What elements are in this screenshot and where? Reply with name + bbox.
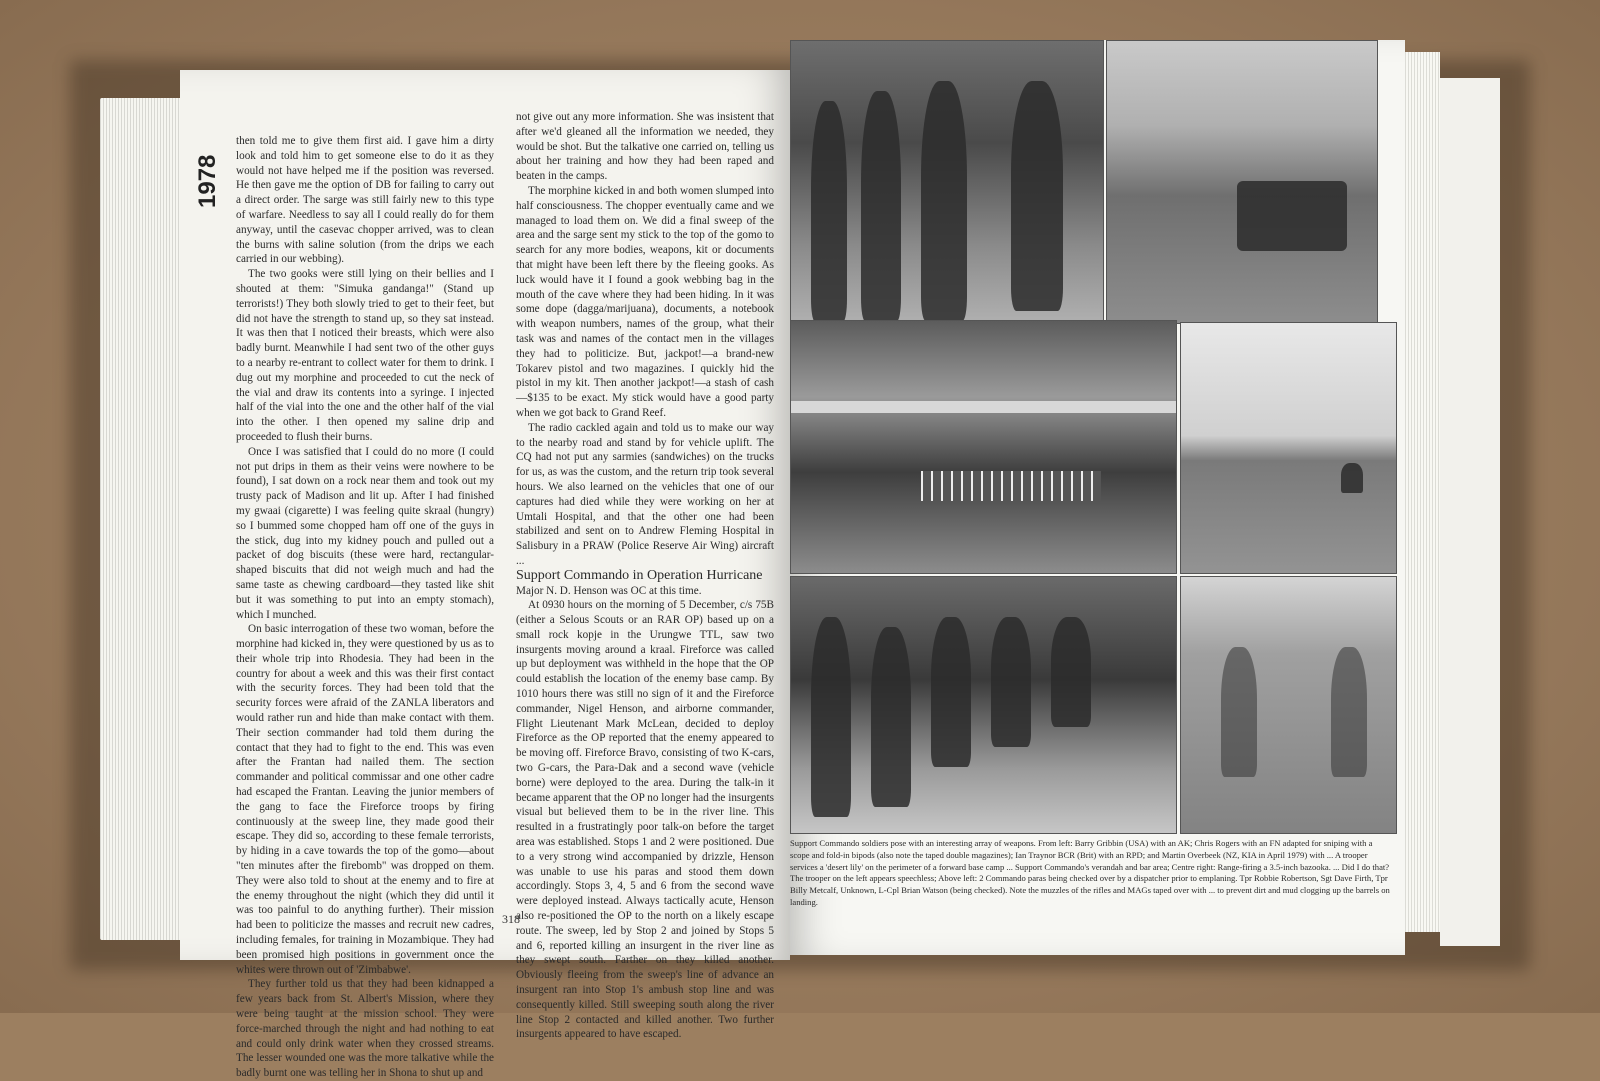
- paragraph: then told me to give them first aid. I gave him a dirty look and told him to get someone else to do it as they would not have helped me if the position was reversed. He then gave me the option of DB for failing to carry out a direct order. The sarge was still fairly new to this type of warfare. Needless to say all I could really do for them anyway, until the casevac chopper arrived, was to clean the burns with saline solution (from the drips we each carried in our webbing).: [236, 135, 494, 266]
- paragraph: Once I was satisfied that I could do no more (I could not put drips in them as their veins were nowhere to be found), I sat down on a rock near them and took out my trusty pack of Madison and lit up. After I had finished my gwaai (cigarette) I was feeling quite skraal (hungry) so I bummed some chopped ham off one of the guys in the stick, dug into my kidney pouch and pulled out a packet of dog biscuits (these were hard, rectangular-shaped biscuits that did not weigh much and had the same taste as chewing cardboard—they tasted like shit but it was something to put into an empty stomach), which I munched.: [236, 445, 494, 621]
- paragraph: The morphine kicked in and both women slumped into half consciousness. The chopper eventually came and we managed to load them on. We did a final sweep of the area and the sarge sent my stick to the top of the gomo to search for any more bodies, weapons, kit or documents that might have been left there by the fleeing gooks. As luck would have it I found a gook webbing bag in the mouth of the cave where they had been hiding. In it was some dope (dagga/marijuana), documents, a notebook with weapon numbers, names of the group, what their task was and names of the contact men in the villages they had to politicize. But, jackpot!—a brand-new Tokarev pistol and two magazines. I quickly hid the pistol in my kit. Then another jackpot!—a stash of cash—$135 to be exact. My stick would have a good party when we got back to Grand Reef.: [516, 184, 774, 419]
- paragraph: They further told us that they had been kidnapped a few years back from St. Albert's Mission, where they were being taught at the mission school. They were force-marched through the night and had nothing to eat and could only drink water when they crossed streams. The lesser wounded one was the more talkative while the badly burnt one was telling her in Shona to shut up and: [236, 978, 494, 1080]
- year-label: 1978: [194, 154, 221, 208]
- photo-soldiers-with-weapons: [790, 40, 1104, 334]
- photo-area: [790, 40, 1400, 955]
- photo-caption: Support Commando soldiers pose with an interesting array of weapons. From left: Barry Gribbin (USA) with an AK; Chris Rogers with an FN adapted for sniping with a scope and fold-in bipods (also note the taped double magazines); Ian Traynor BCR (Brit) with an RPD; and Martin Overbeek (NZ, KIA in April 1979) with ... A trooper services a 'desert lily' on the perimeter of a forward base camp ... Support Commando's verandah and bar area; Centre right: Range-firing a 3.5-inch bazooka. ... Did I do that? The trooper on the left appears speechless; Above left: 2 Commando paras being checked over by a dispatcher prior to emplaning. Tpr Robbie Robertson, Sgt Dave Firth, Tpr Billy Metcalf, Unknown, L-Cpl Brian Watson (being checked). Note the muzzles of the rifles and MAGs taped over with ... to prevent dirt and mud clogging up the barrels on landing.: [790, 838, 1390, 907]
- photo-base-camp-vehicle: [1106, 40, 1378, 324]
- paragraph: The radio cackled again and told us to make our way to the nearby road and stand by for vehicle uplift. The CQ had not put any sarmies (sandwiches) on the trucks for us, as was the custom, and the return trip took several hours. We also learned on the vehicles that one of our captures had died while they were working on her at Umtali Hospital, and that the other one had been stabilized and sent on to Andrew Fleming Hospital in Salisbury in a PRAW (Police Reserve Air Wing) aircraft ...: [516, 421, 774, 567]
- paragraph: At 0930 hours on the morning of 5 December, c/s 75B (either a Selous Scouts or an RAR OP) based up on a small rock kopje in the Urungwe TTL, saw two insurgents moving around a kraal. Fireforce was called up but deployment was withheld in the hope that the OP could establish the location of the enemy base camp. By 1010 hours there was still no sign of it and the Fireforce commander, Nigel Henson, and airborne commander, Flight Lieutenant Mark McLean, decided to deploy Fireforce as the OP reported that the enemy appeared to be moving off. Fireforce Bravo, consisting of two K-cars, two G-cars, the Para-Dak and a second wave (vehicle borne) were deployed to the area. During the talk-in it became apparent that the OP no longer had the insurgents visual but believed them to be in the river line. This resulted in a frustratingly poor talk-on before the target area was established. Stops 1 and 2 were positioned. Due to a very strong wind accompanied by drizzle, Henson was unable to use his paras and stood them down accordingly. Stops 3, 4, 5 and 6 from the second wave were deployed instead. Always tactically acute, Henson also re-positioned the OP to the north on a likely escape route. The sweep, led by Stop 2 and joined by Stops 5 and 6, reported killing an insurgent in the river line as they swept south. Farther on they killed another. Obviously fleeing from the sweep's line of advance an insurgent ran into Stop 1's ambush stop line and was consequently killed. Still sweeping south along the river line Stop 2 contacted and killed another. Two further insurgents appeared to have escaped.: [516, 599, 774, 1041]
- right-page: [790, 40, 1405, 955]
- left-page: [180, 70, 790, 1080]
- photo-verandah-bar: [790, 320, 1177, 574]
- photo-paras-checked: [790, 576, 1177, 834]
- text-column-1: [236, 134, 494, 1080]
- section-heading: Support Commando in Operation Hurricane: [516, 567, 763, 583]
- paragraph: On basic interrogation of these two woman, before the morphine had kicked in, they were questioned by us as to their whole trip into Rhodesia. They had been in the country for about a week and this was their first contact with the security forces. They had been told that the security forces were afraid of the ZANLA liberators and would rather run and hide than make contact with them. Their section commander had told them during the contact that they had to fight to the end. This was even after the Frantan had nailed them. The section commander and political commissar and one other cadre had escaped the Frantan. Leaving the junior members of the gang to face the Fireforce troops by firing continuously at the sweep line, they made good their escape. They did so, according to these female terrorists, by hiding in a cave towards the top of the gomo—about "ten minutes after the firebomb" was dropped on them. They were also told to shout at the enemy and to fire at the enemy throughout the night (which they did until it was too painful to do anything further). Their mission had been to politicize the masses and recruit new cadres, including females, for training in Mozambique. They had been promised high positions in government once the whites were thrown out of 'Zimbabwe'.: [236, 623, 494, 976]
- text-column-2: [516, 110, 774, 1041]
- page-number: 318: [502, 912, 520, 926]
- paragraph: not give out any more information. She was insistent that after we'd gleaned all the information we needed, they would be shot. But the talkative one carried on, telling us about her training and how they had been raped and beaten in the camps.: [516, 111, 774, 183]
- photo-bazooka-range: [1180, 322, 1397, 574]
- paragraph: The two gooks were still lying on their bellies and I shouted at them: "Simuka gandanga!" (Stand up terrorists!) They both slowly tried to get to their feet, but did not have the strength to stand up, so they sat instead. It was then that I noticed their breasts, which were also badly burnt. Meanwhile I had sent two of the other guys to a nearby re-entrant to collect water for them to drink. I dug out my morphine and proceeded to cut the neck of the vial and draw its contents into a syringe. I injected half of the vial into the one and the other half of the vial into the other. I then opened my saline drip and proceeded to flush their burns.: [236, 268, 494, 443]
- paragraph: Major N. D. Henson was OC at this time.: [516, 584, 702, 597]
- photo-two-troopers: [1180, 576, 1397, 834]
- page-stack-edge-right: [1440, 78, 1500, 946]
